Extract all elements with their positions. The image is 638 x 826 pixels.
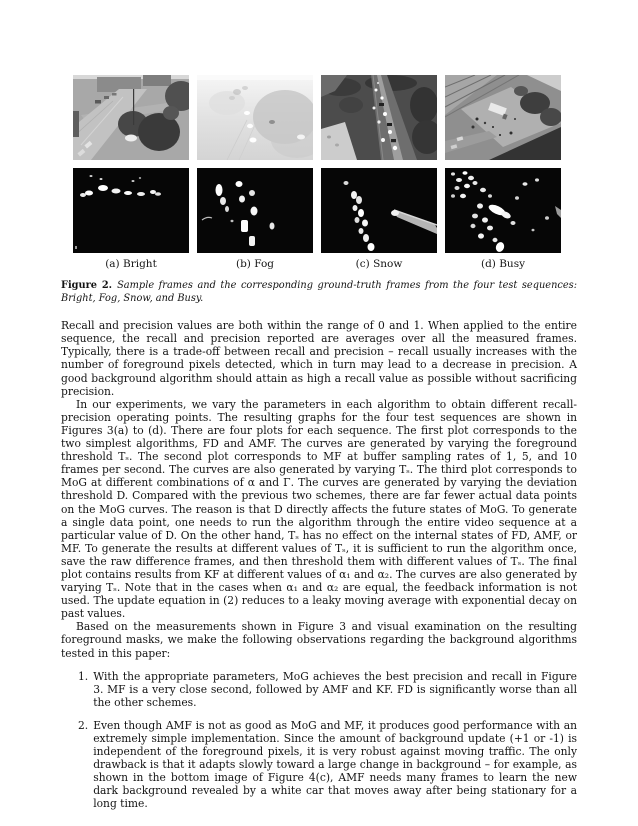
busy-groundtruth-mask-image bbox=[445, 168, 561, 253]
bright-sample-frame-image bbox=[73, 75, 189, 160]
list-item-1-number: 1. bbox=[78, 669, 89, 683]
observations-list bbox=[61, 670, 577, 811]
body-text bbox=[61, 319, 577, 810]
figure-column-busy bbox=[445, 75, 561, 271]
fog-groundtruth-mask-image bbox=[197, 168, 313, 253]
figure-column-snow bbox=[321, 75, 437, 271]
figure-column-bright bbox=[73, 75, 189, 271]
list-item-2-number: 2. bbox=[78, 718, 89, 732]
list-item-1 bbox=[61, 670, 577, 709]
snow-groundtruth-mask-image bbox=[321, 168, 437, 253]
figure-image-grid bbox=[73, 75, 561, 271]
paragraph-recall-precision: Recall and precision values are both within the range of 0 and 1. When applied to the entire sequence, the recall and precision reported are averages over all the measured frames. Typically, there is a trade-off between recall and precision – recall usually increases with the number of foreground pixels detected, which in turn may lead to a decrease in precision. A good background algorithm should attain as high a recall value as possible without sacrificing precision. bbox=[61, 319, 577, 398]
subcaption-snow: (c) Snow bbox=[355, 258, 403, 270]
busy-sample-frame-image bbox=[445, 75, 561, 160]
figure-2 bbox=[61, 0, 577, 305]
paragraph-observations-intro: Based on the measurements shown in Figure 3 and visual examination on the resulting foreground masks, we make the following observations regarding the background algorithms tested in this paper: bbox=[61, 620, 577, 660]
bright-groundtruth-mask-image bbox=[73, 168, 189, 253]
snow-sample-frame-image bbox=[321, 75, 437, 160]
paragraph-experiments: In our experiments, we vary the parameters in each algorithm to obtain different recall-precision operating points. The resulting graphs for the four test sequences are shown in Figures 3(a) to (d). There are four plots for each sequence. The first plot corresponds to the two simplest algorithms, FD and AMF. The curves are generated by varying the foreground threshold Tₛ. The second plot corresponds to MF at buffer sampling rates of 1, 5, and 10 frames per second. The curves are also generated by varying Tₛ. The third plot corresponds to MoG at different combinations of α and Γ. The curves are generated by varying the deviation threshold D. Compared with the previous two schemes, there are far fewer actual data points on the MoG curves. The reason is that D directly affects the future states of MoG. To generate a single data point, one needs to run the algorithm through the entire video sequence at a particular value of D. On the other hand, Tₛ has no effect on the internal states of FD, AMF, or MF. To generate the results at different values of Tₛ, it is sufficient to run the algorithm once, save the raw difference frames, and then threshold them with different values of Tₛ. The final plot contains results from KF at different values of α₁ and α₂. The curves are also generated by varying Tₛ. Note that in the cases when α₁ and α₂ are equal, the feedback information is not used. The update equation in (2) reduces to a leaky moving average with exponential decay on past values. bbox=[61, 397, 577, 621]
list-item-1-text: With the appropriate parameters, MoG achieves the best precision and recall in Figure 3. MF is a very close second, followed by AMF and KF. FD is significantly worse than all the other schemes. bbox=[93, 669, 577, 709]
subcaption-bright: (a) Bright bbox=[105, 258, 157, 270]
figure-column-fog bbox=[197, 75, 313, 271]
page-content bbox=[61, 0, 577, 811]
figure-caption-label: Figure 2. bbox=[61, 280, 113, 291]
subcaption-busy: (d) Busy bbox=[480, 258, 526, 270]
figure-caption-text: Sample frames and the corresponding ground-truth frames from the four test sequences: Bright, Fog, Snow, and Busy. bbox=[61, 280, 578, 304]
list-item-2-text: Even though AMF is not as good as MoG and MF, it produces good performance with an extremely simple implementation. Since the amount of background update (+1 or -1) is independent of the foreground pixels, it is very robust against moving traffic. The only drawback is that it adapts slowly toward a large change in background – for example, as shown in the bottom image of Figure 4(c), AMF needs many frames to learn the new dark background revealed by a white car that moves away after being stationary for a long time. bbox=[93, 718, 577, 811]
figure-caption bbox=[61, 280, 577, 305]
subcaption-fog: (b) Fog bbox=[235, 258, 274, 270]
fog-sample-frame-image bbox=[197, 75, 313, 160]
list-item-2 bbox=[61, 719, 577, 811]
